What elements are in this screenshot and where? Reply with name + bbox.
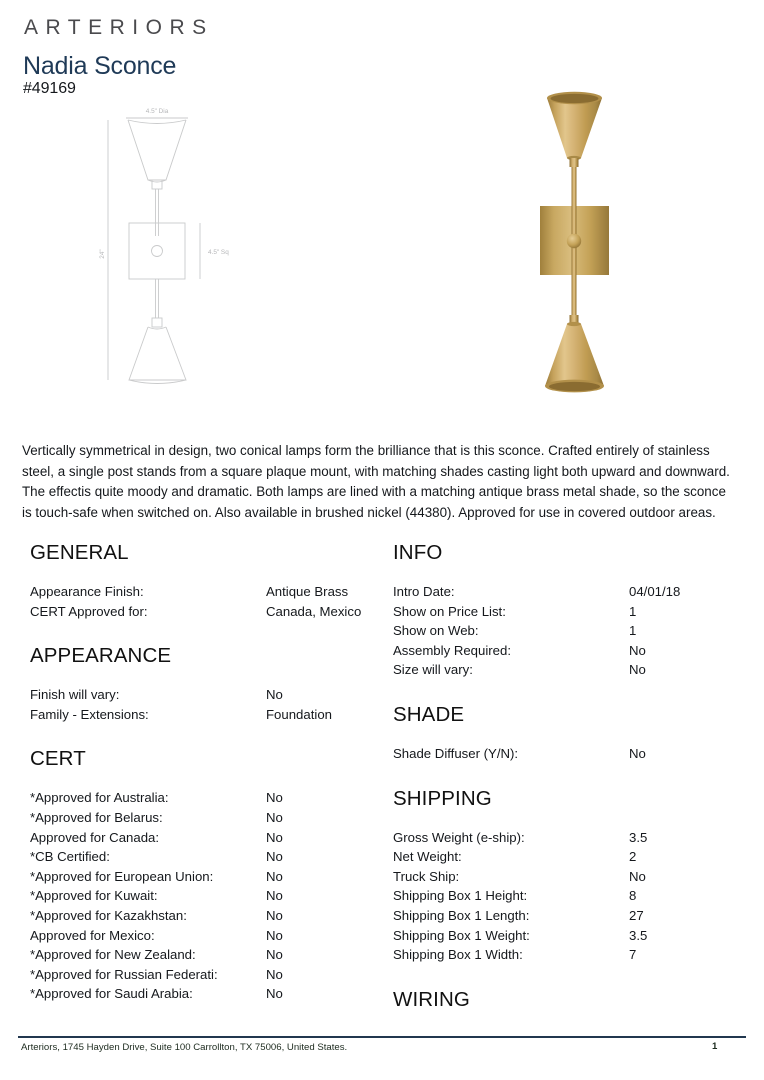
spec-row	[393, 945, 743, 965]
spec-value: No	[266, 687, 283, 703]
spec-label: *Approved for Kuwait:	[30, 888, 158, 904]
spec-label: Size will vary:	[393, 662, 473, 678]
spec-label: *Approved for New Zealand:	[30, 947, 196, 963]
spec-label: *Approved for Kazakhstan:	[30, 907, 187, 923]
spec-row	[30, 705, 380, 725]
spec-row	[30, 926, 380, 946]
section-heading-info: INFO	[393, 541, 443, 564]
spec-label: *Approved for Australia:	[30, 790, 169, 806]
spec-rows-shipping	[393, 828, 743, 965]
spec-label: Net Weight:	[393, 849, 462, 865]
spec-value: 1	[629, 603, 637, 619]
spec-value: 8	[629, 888, 637, 904]
product-sku: #49169	[23, 80, 76, 97]
spec-label: Approved for Canada:	[30, 829, 160, 845]
dimension-label-diameter: 4.5" Dia	[145, 108, 169, 115]
spec-value: No	[629, 745, 646, 761]
spec-row	[393, 867, 743, 887]
spec-row	[30, 847, 380, 867]
spec-row	[393, 926, 743, 946]
spec-row	[30, 602, 380, 622]
spec-rows-general	[30, 582, 380, 621]
product-photo	[495, 86, 670, 404]
section-heading-shade: SHADE	[393, 702, 465, 726]
footer-address: Arteriors, 1745 Hayden Drive, Suite 100 Carrollton, TX 75006, United States.	[21, 1042, 348, 1053]
footer-divider	[18, 1036, 746, 1038]
product-description: Vertically symmetrical in design, two conical lamps form the brilliance that is this sconce. Crafted entirely of stainless steel, a single post stands from a square plaque mount, with matching shades casting light both upward and downward. The effectis quite moody and dramatic. Both lamps are lined with a matching antique brass metal shade, so the sconce is touch-safe when switched on. Also available in brushed nickel (44380). Approved for use in covered outdoor areas.	[22, 443, 730, 520]
spec-label: Shipping Box 1 Width:	[393, 947, 523, 963]
spec-value: 3.5	[629, 927, 648, 943]
spec-label: Shipping Box 1 Length:	[393, 907, 530, 923]
spec-value: 1	[629, 623, 637, 639]
spec-label: Shade Diffuser (Y/N):	[393, 745, 519, 761]
spec-row	[30, 886, 380, 906]
spec-value: No	[266, 947, 283, 963]
spec-rows-shade	[393, 744, 743, 764]
spec-value: No	[629, 642, 646, 658]
spec-value: No	[266, 927, 283, 943]
spec-label: Shipping Box 1 Weight:	[393, 927, 530, 943]
spec-row	[393, 828, 743, 848]
section-heading-wiring: WIRING	[393, 987, 470, 1011]
section-heading-cert: CERT	[30, 747, 86, 771]
spec-value: 7	[629, 947, 637, 963]
spec-value: No	[266, 849, 283, 865]
spec-label: *Approved for Saudi Arabia:	[30, 986, 193, 1002]
spec-row	[30, 808, 380, 828]
spec-label: *CB Certified:	[30, 849, 110, 865]
spec-value: 27	[629, 907, 644, 923]
spec-row	[30, 906, 380, 926]
spec-label: Show on Price List:	[393, 603, 506, 619]
dimension-line-drawing	[96, 96, 256, 396]
spec-value: No	[629, 662, 646, 678]
spec-label: Shipping Box 1 Height:	[393, 888, 528, 904]
dimension-label-square: 4.5" Sq	[208, 249, 229, 256]
spec-label: Finish will vary:	[30, 687, 120, 703]
spec-row	[30, 685, 380, 705]
dimension-label-height: 24"	[99, 249, 106, 259]
spec-row	[30, 984, 380, 1004]
spec-value: No	[266, 790, 283, 806]
page-title: Nadia Sconce	[23, 52, 177, 80]
spec-row	[30, 867, 380, 887]
spec-rows-appearance	[30, 685, 380, 724]
spec-rows-cert	[30, 788, 380, 1004]
spec-value: No	[266, 966, 283, 982]
spec-value: Antique Brass	[266, 584, 349, 599]
spec-value: No	[266, 888, 283, 904]
spec-rows-info	[393, 582, 743, 680]
spec-row	[30, 828, 380, 848]
spec-column-left	[30, 540, 380, 1004]
spec-row	[393, 582, 743, 602]
spec-label: Gross Weight (e-ship):	[393, 829, 525, 845]
spec-row	[30, 945, 380, 965]
spec-value: No	[266, 986, 283, 1002]
spec-row	[393, 744, 743, 764]
spec-row	[30, 582, 380, 602]
spec-row	[393, 906, 743, 926]
section-heading-shipping: SHIPPING	[393, 786, 492, 810]
spec-label: *Approved for European Union:	[30, 868, 214, 884]
spec-label: Show on Web:	[393, 623, 479, 639]
spec-row	[393, 886, 743, 906]
spec-value: Canada, Mexico	[266, 603, 362, 619]
section-heading-appearance: APPEARANCE	[30, 644, 172, 668]
spec-row	[393, 602, 743, 622]
spec-row	[393, 621, 743, 641]
spec-label: Intro Date:	[393, 584, 455, 599]
spec-row	[30, 965, 380, 985]
spec-label: *Approved for Belarus:	[30, 809, 163, 825]
spec-row	[393, 847, 743, 867]
spec-label: Approved for Mexico:	[30, 927, 155, 943]
spec-label: Truck Ship:	[393, 868, 460, 884]
spec-value: No	[629, 868, 646, 884]
spec-value: 3.5	[629, 829, 648, 845]
spec-row	[393, 660, 743, 680]
spec-value: Foundation	[266, 706, 332, 722]
spec-label: Family - Extensions:	[30, 706, 149, 722]
spec-row	[393, 641, 743, 661]
spec-value: No	[266, 907, 283, 923]
footer-page-number: 1	[712, 1041, 718, 1052]
spec-row	[30, 788, 380, 808]
spec-value: 04/01/18	[629, 584, 681, 599]
spec-value: No	[266, 829, 283, 845]
spec-value: 2	[629, 849, 637, 865]
spec-label: Appearance Finish:	[30, 584, 144, 599]
spec-value: No	[266, 809, 283, 825]
spec-column-right	[393, 540, 743, 1013]
spec-label: CERT Approved for:	[30, 603, 148, 619]
spec-value: No	[266, 868, 283, 884]
section-heading-general: GENERAL	[30, 541, 129, 564]
spec-label: *Approved for Russian Federati:	[30, 966, 218, 982]
brand-logo: ARTERIORS	[24, 16, 214, 39]
spec-label: Assembly Required:	[393, 642, 512, 658]
